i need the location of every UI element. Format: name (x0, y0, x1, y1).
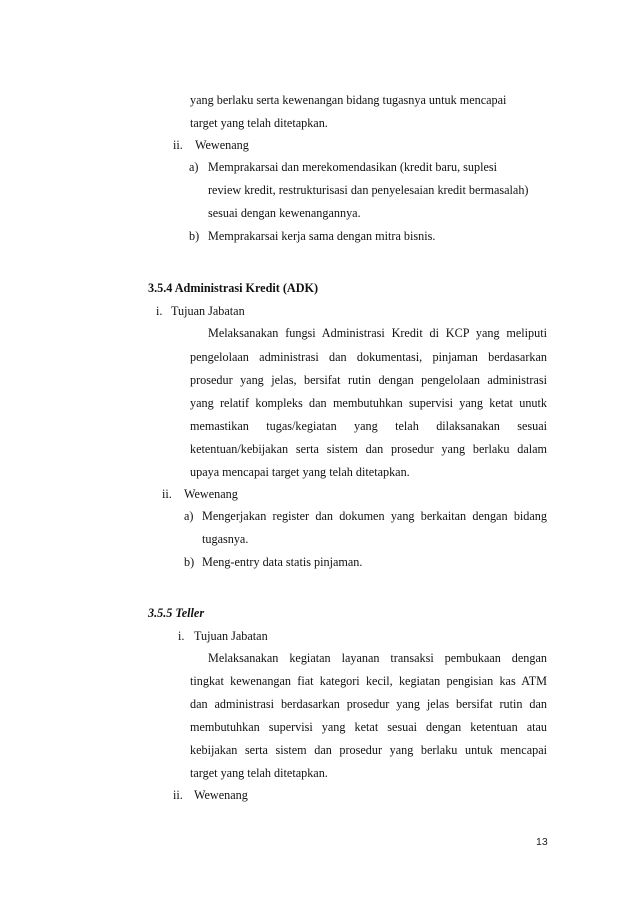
list-item-text: Memprakarsai dan merekomendasikan (kredit baru, suplesi (208, 160, 498, 174)
list-marker: ii. (162, 487, 172, 501)
list-item-text: tugasnya. (202, 532, 249, 546)
page-number: 13 (536, 836, 548, 848)
paragraph-line: yang berlaku serta kewenangan bidang tugasnya untuk mencapai (190, 93, 507, 107)
list-marker: a) (189, 160, 199, 174)
paragraph-line: upaya mencapai target yang telah ditetapkan. (190, 465, 410, 479)
subsection-label: Wewenang (184, 487, 238, 501)
list-item-text: Mengerjakan register dan dokumen yang berkaitan dengan bidang (202, 509, 547, 523)
paragraph-line: membutuhkan supervisi yang ketat sesuai dengan ketentuan atau (190, 720, 547, 734)
paragraph-line: yang relatif kompleks dan membutuhkan supervisi yang ketat unutk (190, 396, 547, 410)
list-item-text: Meng-entry data statis pinjaman. (202, 555, 363, 569)
paragraph-line: tingkat kewenangan fiat kategori kecil, kegiatan pengisian kas ATM (190, 674, 547, 688)
paragraph-line: Melaksanakan kegiatan layanan transaksi pembukaan dengan (208, 651, 547, 665)
list-marker: ii. (173, 138, 183, 152)
paragraph-line: target yang telah ditetapkan. (190, 766, 328, 780)
paragraph-line: kebijakan serta sistem dan prosedur yang berlaku untuk mencapai (190, 743, 547, 757)
list-item-text: Memprakarsai kerja sama dengan mitra bisnis. (208, 229, 436, 243)
section-heading: 3.5.5 Teller (148, 606, 205, 620)
list-item-text: sesuai dengan kewenangannya. (208, 206, 361, 220)
paragraph-line: target yang telah ditetapkan. (190, 116, 328, 130)
paragraph-line: pengelolaan administrasi dan dokumentasi, pinjaman berdasarkan (190, 350, 547, 364)
list-marker: b) (184, 555, 195, 569)
subsection-label: Tujuan Jabatan (194, 629, 268, 643)
list-marker: a) (184, 509, 194, 523)
list-marker: i. (156, 304, 163, 318)
subsection-label: Wewenang (195, 138, 249, 152)
paragraph-line: dan administrasi berdasarkan prosedur yang jelas bersifat rutin dan (190, 697, 547, 711)
section-heading: 3.5.4 Administrasi Kredit (ADK) (148, 281, 319, 295)
paragraph-line: prosedur yang jelas, bersifat rutin dengan pengelolaan administrasi (190, 373, 547, 387)
paragraph-line: Melaksanakan fungsi Administrasi Kredit di KCP yang meliputi (208, 326, 547, 340)
list-marker: i. (178, 629, 185, 643)
paragraph-line: memastikan tugas/kegiatan yang telah dilaksanakan sesuai (190, 419, 547, 433)
paragraph-line: ketentuan/kebijakan serta sistem dan prosedur yang berlaku dalam (190, 442, 547, 456)
list-item-text: review kredit, restrukturisasi dan penyelesaian kredit bermasalah) (208, 183, 529, 197)
list-marker: b) (189, 229, 200, 243)
list-marker: ii. (173, 788, 183, 802)
subsection-label: Tujuan Jabatan (171, 304, 245, 318)
subsection-label: Wewenang (194, 788, 248, 802)
